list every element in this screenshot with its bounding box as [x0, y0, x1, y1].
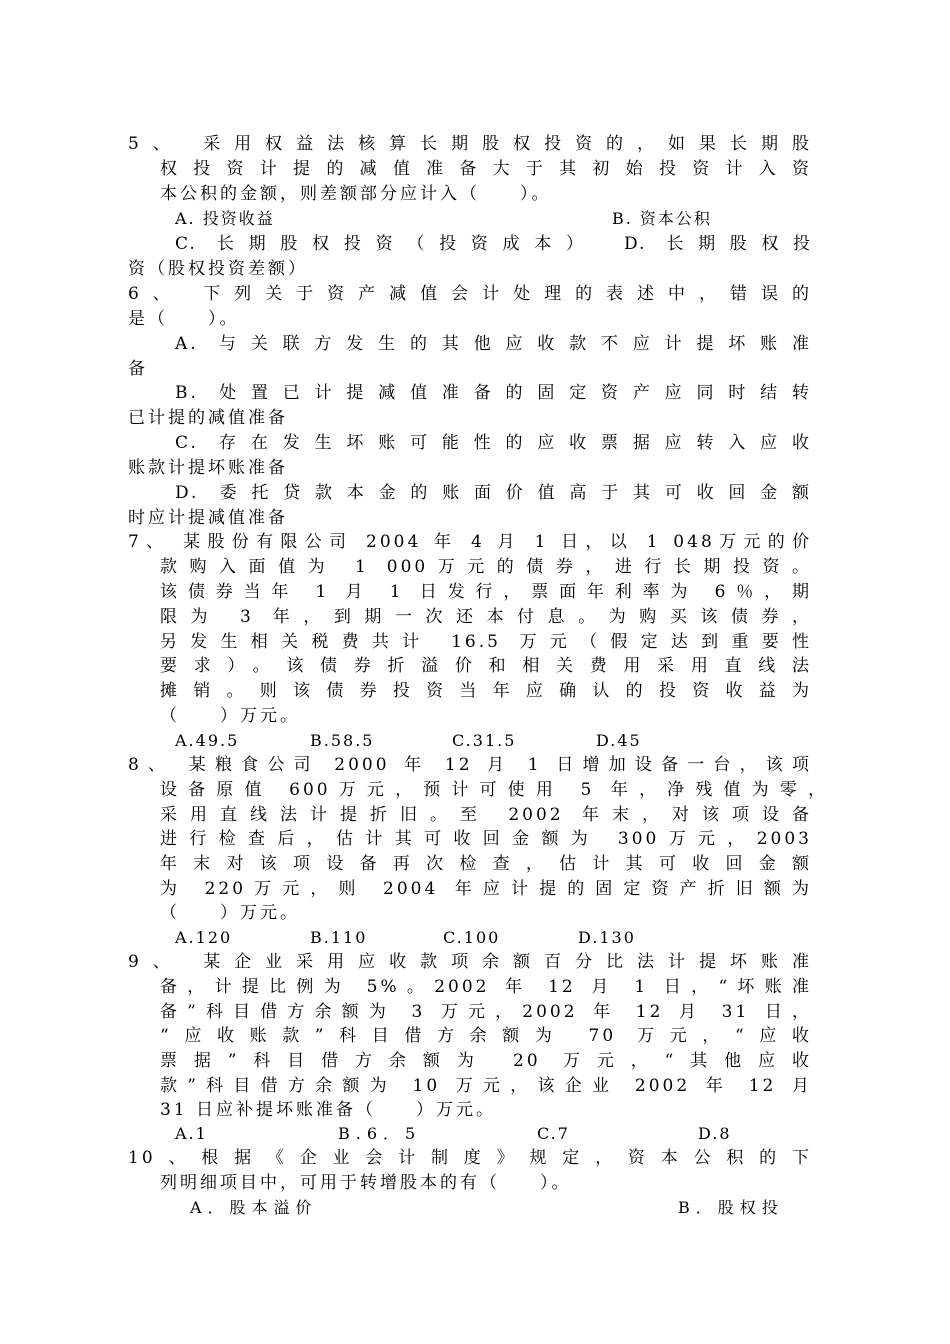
q5-option-d-cont: 资（股权投资差额）: [128, 259, 308, 279]
q8-stem-line-2: 设备原值 600万元，预计可使用 5 年，净残值为零，: [160, 780, 828, 800]
q10-option-a: A．股本溢价: [190, 1198, 318, 1217]
q6-option-c-cont: 账款计提坏账准备: [128, 458, 288, 478]
q9-option-a: A.1: [175, 1124, 208, 1143]
q8-option-c: C.100: [443, 928, 501, 947]
q8-option-d: D.130: [578, 928, 636, 947]
q9-option-c: C.7: [537, 1124, 570, 1143]
q5-option-c: C. 长期股权投资（投资成本）: [175, 234, 585, 254]
q7-stem-line-7: 摊销。则该债券投资当年应确认的投资收益为: [160, 681, 812, 701]
q5-stem-line-2: 权投资计提的减值准备大于其初始投资计入资: [160, 159, 812, 179]
q7-option-b: B.58.5: [310, 731, 375, 750]
q7-stem-line-4: 限为 3 年，到期一次还本付息。为购买该债券，: [160, 607, 812, 627]
q6-option-a-cont: 备: [128, 359, 148, 379]
q5-stem-line-1: 5、 采用权益法核算长期股权投资的，如果长期股: [128, 134, 812, 154]
q6-stem-line-1: 6、 下列关于资产减值会计处理的表述中，错误的: [128, 284, 812, 304]
q6-option-d: D. 委托贷款本金的账面价值高于其可收回金额: [175, 483, 812, 503]
q7-option-a: A.49.5: [175, 731, 240, 750]
q9-stem-line-7: 31 日应补提坏账准备（ ）万元。: [160, 1100, 497, 1120]
q7-stem-line-1: 7、 某股份有限公司 2004 年 4 月 1 日，以 1 048万元的价: [128, 532, 812, 552]
q7-option-d: D.45: [596, 731, 642, 750]
q10-stem-line-2: 列明细项目中，可用于转增股本的有（ ）。: [160, 1173, 572, 1193]
q7-stem-line-5: 另发生相关税费共计 16.5 万元（假定达到重要性: [160, 632, 812, 652]
q7-stem-line-8: （ ）万元。: [160, 706, 300, 726]
q9-stem-line-1: 9、 某企业采用应收款项余额百分比法计提坏账准: [128, 952, 812, 972]
q5-option-d: D. 长期股权投: [624, 234, 812, 254]
q7-option-c: C.31.5: [452, 731, 517, 750]
q6-option-c: C. 存在发生坏账可能性的应收票据应转入应收: [175, 433, 812, 453]
q6-option-d-cont: 时应计提减值准备: [128, 508, 288, 528]
q6-stem-line-2: 是（ ）。: [128, 309, 240, 329]
q9-stem-line-2: 备，计提比例为 5%。2002 年 12 月 1 日，“坏账准: [160, 977, 812, 997]
q8-stem-line-1: 8、 某粮食公司 2000 年 12 月 1 日增加设备一台，该项: [128, 755, 812, 775]
q9-stem-line-5: 票据”科目借方余额为 20 万元，“其他应收: [160, 1051, 812, 1071]
q6-option-a: A. 与关联方发生的其他应收款不应计提坏账准: [175, 334, 812, 354]
q8-stem-line-6: 为 220万元，则 2004 年应计提的固定资产折旧额为: [160, 879, 812, 899]
q5-option-b: B. 资本公积: [612, 209, 712, 228]
q8-option-b: B.110: [310, 928, 368, 947]
q9-option-b: B.6．5: [338, 1124, 422, 1143]
q7-stem-line-6: 要求）。该债券折溢价和相关费用采用直线法: [160, 656, 812, 676]
q6-option-b: B. 处置已计提减值准备的固定资产应同时结转: [175, 383, 812, 403]
q9-stem-line-4: “应收账款”科目借方余额为 70 万元，“应收: [160, 1026, 812, 1046]
q10-stem-line-1: 10、根据《企业会计制度》规定，资本公积的下: [128, 1148, 812, 1168]
q8-stem-line-3: 采用直线法计提折旧。至 2002 年末，对该项设备: [160, 805, 812, 825]
q9-stem-line-3: 备”科目借方余额为 3 万元，2002 年 12 月 31 日，: [160, 1002, 812, 1022]
q8-stem-line-7: （ ）万元。: [160, 903, 300, 923]
q9-stem-line-6: 款”科目借方余额为 10 万元，该企业 2002 年 12 月: [160, 1076, 812, 1096]
q9-option-d: D.8: [698, 1124, 732, 1143]
q8-stem-line-5: 年末对该项设备再次检查，估计其可收回金额: [160, 854, 812, 874]
q5-option-a: A. 投资收益: [175, 209, 275, 228]
q8-stem-line-4: 进行检查后，估计其可收回金额为 300万元，2003: [160, 829, 812, 849]
q10-option-b: B．股权投: [678, 1198, 784, 1217]
q7-stem-line-3: 该债券当年 1 月 1 日发行，票面年利率为 6％，期: [160, 582, 812, 602]
q8-option-a: A.120: [175, 928, 233, 947]
q7-stem-line-2: 款购入面值为 1 000万元的债券，进行长期投资。: [160, 557, 812, 577]
q6-option-b-cont: 已计提的减值准备: [128, 408, 288, 428]
q5-stem-line-3: 本公积的金额，则差额部分应计入（ ）。: [160, 184, 552, 204]
